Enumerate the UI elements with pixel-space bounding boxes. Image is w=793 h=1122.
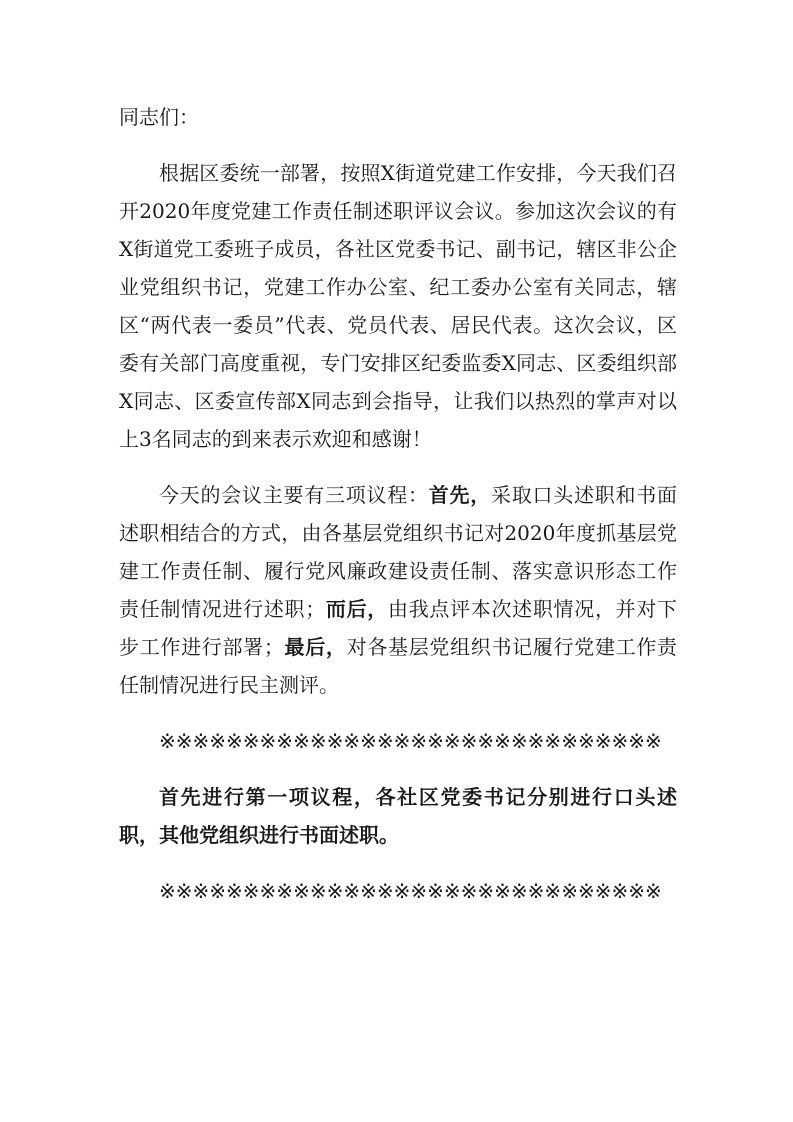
agenda-last-text: 对各基层党组织书记履行党建工作责任制情况进行民主测评。	[119, 635, 678, 697]
opening-paragraph: 根据区委统一部署，按照X街道党建工作安排，今天我们召开2020年度党建工作责任制述职评议会议。参加这次会议的有X街道党工委班子成员，各社区党委书记、副书记，辖区非公企业党组织书记，党建工作办公室、纪工委办公室有关同志，辖区“两代表一委员”代表、党员代表、居民代表。这次会议，区委有关部门高度重视，专门安排区纪委监委X同志、区委组织部X同志、区委宣传部X同志到会指导，让我们以热烈的掌声对以上3名同志的到来表示欢迎和感谢！	[119, 161, 677, 451]
agenda-last-label: 最后，	[283, 635, 347, 659]
document-body	[119, 98, 677, 928]
placeholder-marks-2: ※※※※※※※※※※※※※※※※※※※※※※※※※※※※※※	[159, 879, 662, 903]
placeholder-marks-1: ※※※※※※※※※※※※※※※※※※※※※※※※※※※※※※	[159, 729, 662, 753]
agenda-intro: 今天的会议主要有三项议程：	[159, 483, 429, 507]
salutation: 同志们：	[119, 105, 199, 129]
agenda-first-text: 采取口头述职和书面述职相结合的方式，由各基层党组织书记对2020年度抓基层党建工作责任制、履行党风廉政建设责任制、落实意识形态工作责任制情况进行述职；	[119, 483, 677, 621]
agenda-then-text: 由我点评本次述职情况，并对下步工作进行部署；	[119, 597, 678, 659]
agenda-first-label: 首先，	[428, 483, 491, 507]
agenda-then-label: 而后，	[325, 597, 389, 621]
agenda-paragraph	[119, 476, 677, 704]
first-item-paragraph: 首先进行第一项议程，各社区党委书记分别进行口头述职，其他党组织进行书面述职。	[119, 785, 677, 847]
